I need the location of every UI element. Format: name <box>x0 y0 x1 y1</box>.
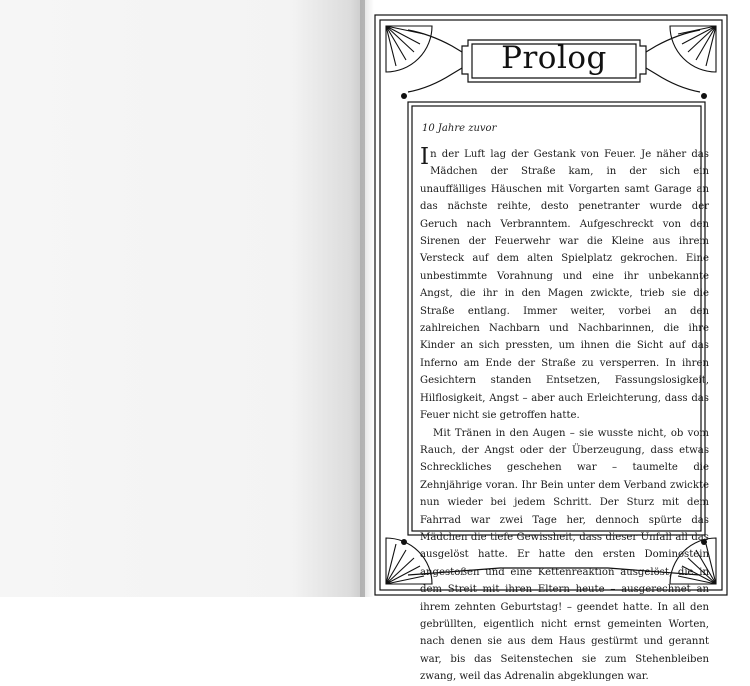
paragraph-2: Mit Tränen in den Augen – sie wusste nicht, ob vom Rauch, der Angst oder der Überzeugung, dass etwas Schreckliches geschehen war – taumelte die Zehnjährige voran. Ihr Bein unter dem Verband zwickte nun wieder bei jedem Schritt. Der Sturz mit dem Fahrrad war zwei Tage her, dennoch spürte das Mädchen die tiefe Gewissheit, dass dieser Unfall all das ausgelöst hatte. Er hatte den ersten Dominostein angestoßen und eine Kettenreaktion ausgelöst, die in dem Streit mit ihren Eltern heute – ausgerechnet an ihrem zehnten Geburtstag! – geendet hatte. In all den gebrüllten, eigentlich nicht ernst gemeinten Worten, nach denen sie aus dem Haus gestürmt und gerannt war, bis das Seitenstechen sie zum Stehenbleiben zwang, weil das Adrenalin abgeklungen war. <box>420 427 709 683</box>
paragraph-1-text: n der Luft lag der Gestank von Feuer. Je näher das Mädchen der Straße kam, in der sich ein unauffälliges Häuschen mit Vorgarten samt Garage an das nächste reihte, desto penetranter wurde der Geruch nach Verbranntem. Aufgeschreckt von den Sirenen der Feuerwehr war die Kleine aus ihrem Versteck auf dem alten Spielplatz gekrochen. Eine unbestimmte Vorahnung und eine ihr unbekannte Angst, die ihr in den Magen zwickte, trieb sie die Straße entlang. Immer weiter, vorbei an den zahlreichen Nachbarn und Nachbarinnen, die ihre Kinder an sich pressten, um ihnen die Sicht auf das Inferno am Ende der Straße zu versperren. In ihren Gesichtern standen Entsetzen, Fassungslosigkeit, Hilflosigkeit, Angst – aber auch Erleichterung, dass das Feuer nicht sie getroffen hatte. <box>420 149 709 422</box>
paragraph-1 <box>420 146 709 425</box>
drop-cap: I <box>420 144 430 170</box>
body-text <box>420 146 709 686</box>
chapter-title: Prolog <box>501 40 607 76</box>
chapter-subtitle: 10 Jahre zuvor <box>422 123 497 134</box>
